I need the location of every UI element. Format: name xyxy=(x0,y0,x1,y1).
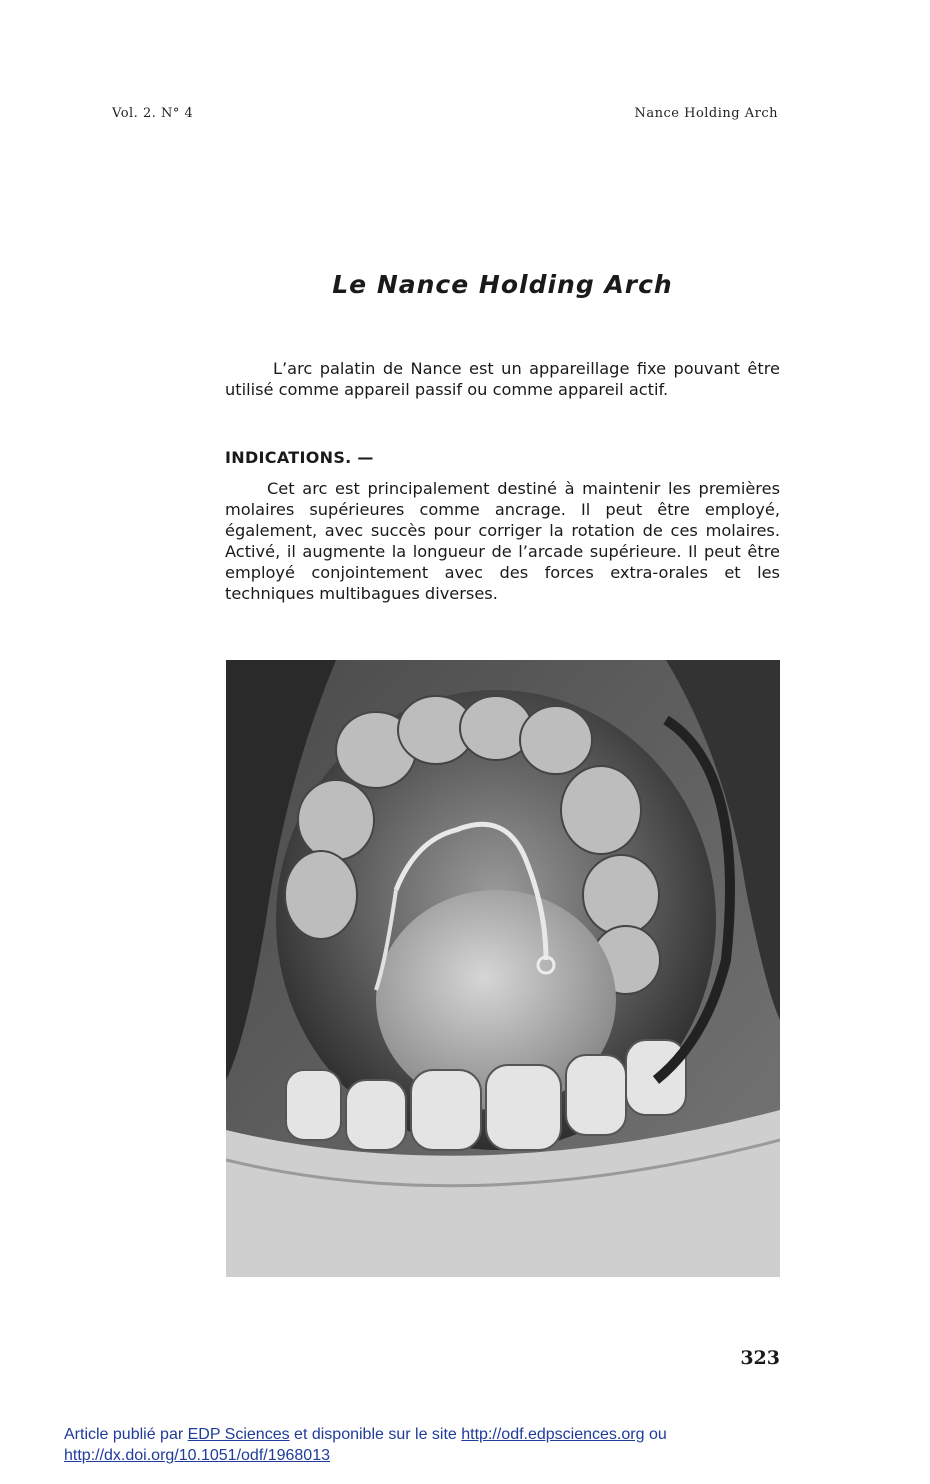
running-head-volume: Vol. 2. N° 4 xyxy=(112,106,194,121)
intraoral-photo-illustration xyxy=(226,660,780,1277)
running-head-title: Nance Holding Arch xyxy=(634,106,778,121)
site-link[interactable]: http://odf.edpsciences.org xyxy=(461,1426,645,1443)
footer-suffix: ou xyxy=(644,1426,667,1443)
page-number: 323 xyxy=(740,1347,780,1369)
doi-link[interactable]: http://dx.doi.org/10.1051/odf/1968013 xyxy=(64,1447,330,1464)
footer-prefix: Article publié par xyxy=(64,1426,188,1443)
publisher-link[interactable]: EDP Sciences xyxy=(187,1426,290,1443)
intraoral-photo xyxy=(226,660,780,1277)
intro-paragraph: L’arc palatin de Nance est un appareillage fixe pouvant être utilisé comme appareil passif ou comme appareil actif. xyxy=(225,359,780,399)
indications-paragraph: Cet arc est principalement destiné à maintenir les premières molaires supérieures comme ancrage. Il peut être employé, également, avec succès pour corriger la rotation de ces molaires. Activé, il augmente la longueur de l’arcade supérieure. Il peut être employé conjointement avec des forces extra-orales et les techniques multibagues diverses. xyxy=(225,479,780,603)
indications-heading: INDICATIONS. — xyxy=(225,448,374,467)
article-title: Le Nance Holding Arch xyxy=(332,270,673,299)
publisher-footer xyxy=(64,1424,884,1466)
footer-middle: et disponible sur le site xyxy=(289,1426,462,1443)
